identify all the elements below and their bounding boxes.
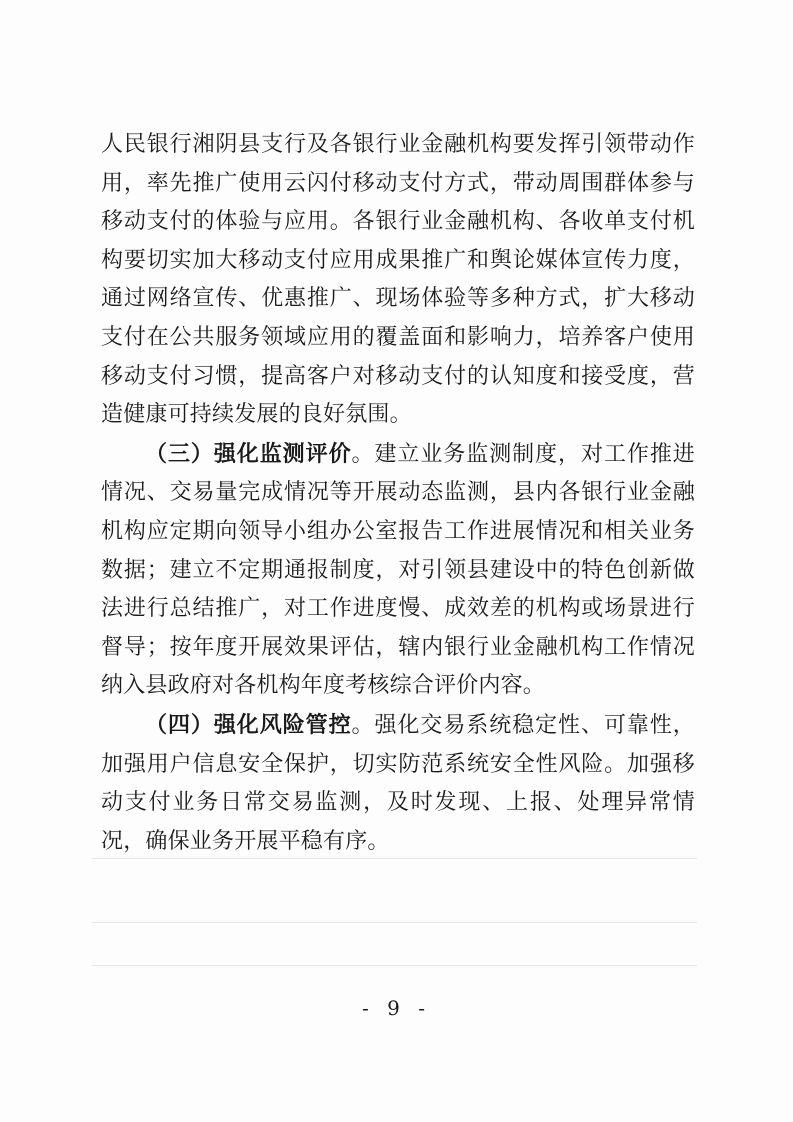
section-heading-monitoring: （三）强化监测评价 <box>145 440 352 467</box>
document-body <box>101 126 695 861</box>
paragraph-risk-control <box>101 706 695 861</box>
paragraph-promotion: 人民银行湘阴县支行及各银行业金融机构要发挥引领带动作用，率先推广使用云闪付移动支付方式，带动周围群体参与移动支付的体验与应用。各银行业金融机构、各收单支付机构要切实加大移动支付应用成果推广和舆论媒体宣传力度，通过网络宣传、优惠推广、现场体验等多种方式，扩大移动支付在公共服务领域应用的覆盖面和影响力，培养客户使用移动支付习惯，提高客户对移动支付的认知度和接受度，营造健康可持续发展的良好氛围。 <box>101 132 695 428</box>
bleed-through-line <box>92 922 697 923</box>
paragraph-monitoring <box>101 435 695 706</box>
page-number: - 9 - <box>362 996 431 1020</box>
section-heading-risk-control: （四）强化风险管控 <box>145 711 352 738</box>
section-body-risk-control: 。强化交易系统稳定性、可靠性，加强用户信息安全保护，切实防范系统安全性风险。加强移动支付业务日常交易监测，及时发现、上报、处理异常情况，确保业务开展平稳有序。 <box>101 712 695 854</box>
bleed-through-line <box>92 965 697 966</box>
section-body-monitoring: 。建立业务监测制度，对工作推进情况、交易量完成情况等开展动态监测，县内各银行业金融机构应定期向领导小组办公室报告工作进展情况和相关业务数据；建立不定期通报制度，对引领县建设中的特色创新做法进行总结推广，对工作进度慢、成效差的机构或场景进行督导；按年度开展效果评估，辖内银行业金融机构工作情况纳入县政府对各机构年度考核综合评价内容。 <box>101 441 695 699</box>
